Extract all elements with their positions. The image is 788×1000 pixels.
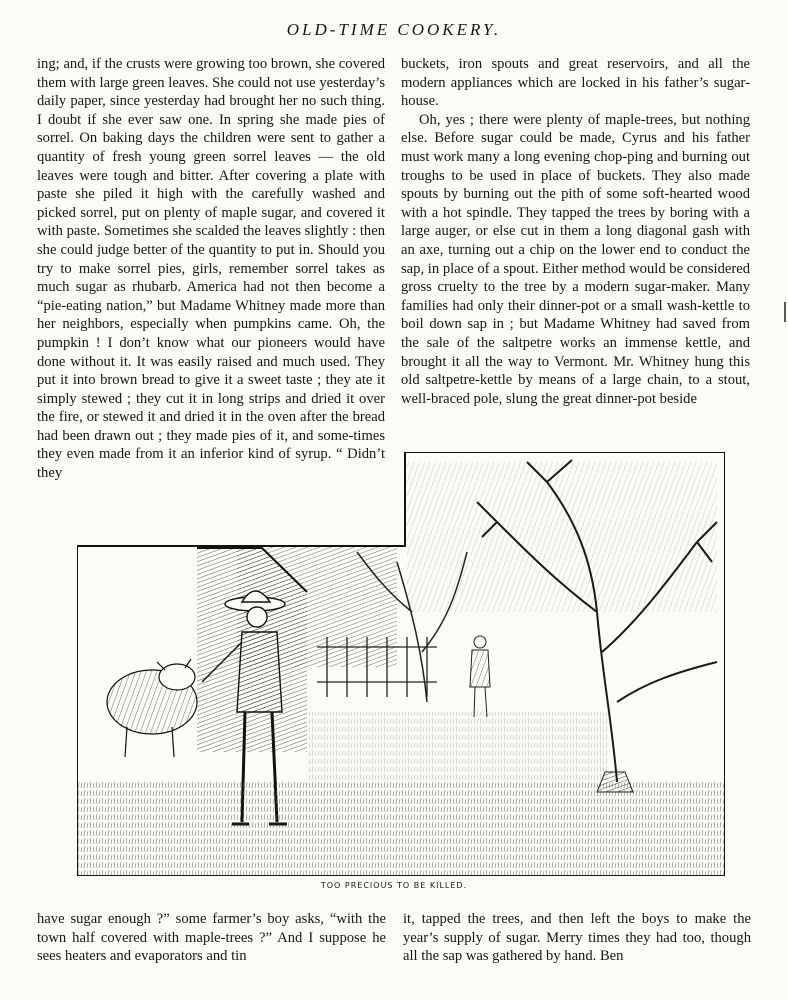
paragraph: buckets, iron spouts and great reservoirs, and all the modern appliances which are locked in his father’s sugar-house. xyxy=(401,56,750,110)
paragraph: ing; and, if the crusts were growing too brown, she covered them with large green leaves. She could not use yesterday’s daily paper, since yesterday had brought her no such thing. I doubt if she ever saw one. In spring she made pies of sorrel. On baking days the children were sent to gather a quantity of fresh young green sorrel leaves — the old leaves were tough and bitter. After covering a plate with paste she piled it high with the carefully washed and picked sorrel, put on plenty of maple sugar, and covered it with paste. Sometimes she scalded the leaves slightly : then she could judge better of the quantity to put in. Should you try to make sorrel pies, girls, remember sorrel takes as much sugar as rhubarb. America had not then become a “pie-eating nation,” but Madame Whitney made more than her neighbors, especially when pumpkins came. Oh, the pumpkin ! I don’t know what our pioneers would have done without it. It was easily raised and much used. They put it into brown bread to give it a sweet taste ; they ate it simply stewed ; they cut it in long strips and dried it over the fire, or stewed it and dried it in the oven after the bread had been drawn out ; they made pies of it, and some-times they even made from it an inferior kind of syrup. “ Didn’t they xyxy=(37,56,385,482)
column-left-top xyxy=(37,55,385,483)
paragraph: Oh, yes ; there were plenty of maple-trees, but nothing else. Before sugar could be made, Cyrus and his father must work many a long evening chop-ping and burning out troughs to be used in place of buckets. They also made spouts by burning out the pith of some soft-hearted wood with a hot spindle. They tapped the trees by boring with a large auger, or else cut in them a long diagonal gash with an axe, turning out a chip on the lower end to conduct the sap, in place of a spout. Either method would be considered gross cruelty to the tree by a modern sugar-maker. Many families had only their dinner-pot or a small wash-kettle to boil down sap in ; but Madame Whitney had saved from the sale of the saltpetre works an immense kettle, and brought it all the way to Vermont. Mr. Whitney hung this old saltpetre-kettle by means of a large chain, to a stout, well-braced pole, slung the great dinner-pot beside xyxy=(401,111,750,407)
running-head: OLD-TIME COOKERY. xyxy=(286,20,502,39)
illustration-caption: TOO PRECIOUS TO BE KILLED. xyxy=(320,881,468,890)
margin-mark xyxy=(784,302,786,322)
illustration-boy-and-sheep xyxy=(77,452,725,876)
column-left-bottom: have sugar enough ?” some farmer’s boy asks, “with the town half covered with maple-trees ?” And I suppose he sees heaters and evaporators and tin xyxy=(37,911,386,965)
column-right-bottom: it, tapped the trees, and then left the boys to make the year’s supply of sugar. Merry times they had too, though all the sap was gathered by hand. Ben xyxy=(403,911,751,965)
column-right-top xyxy=(401,55,750,408)
